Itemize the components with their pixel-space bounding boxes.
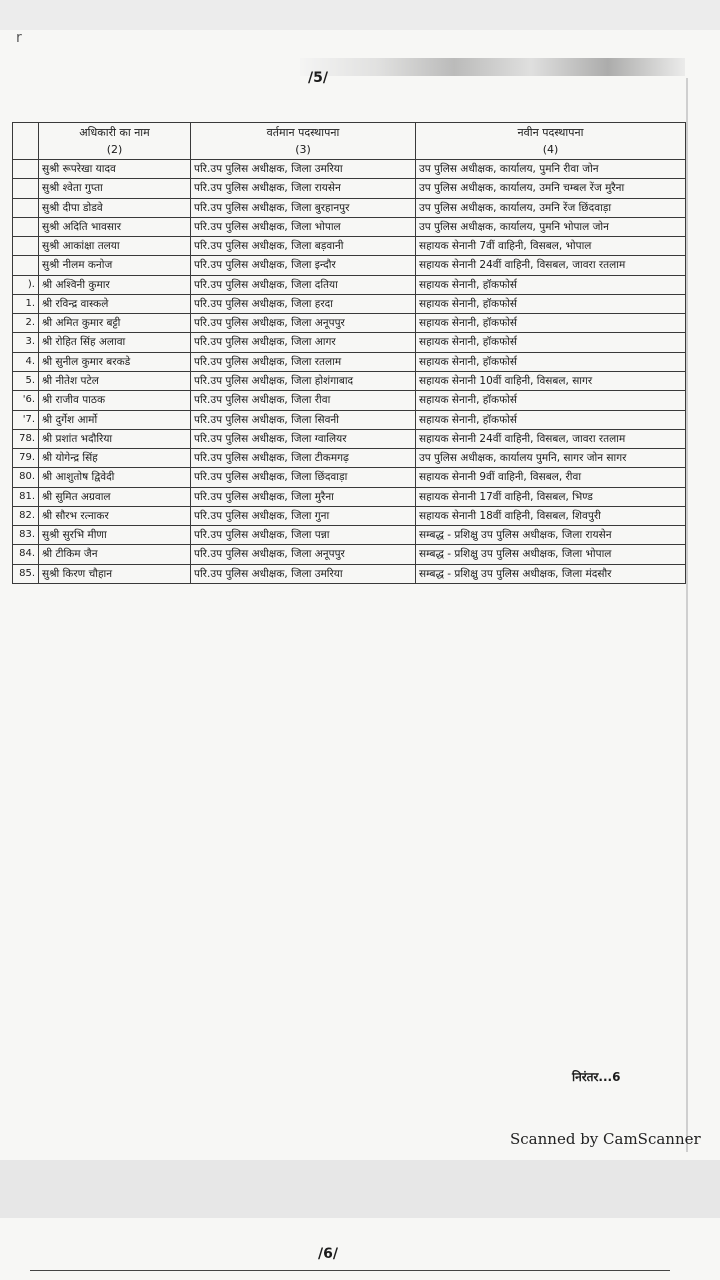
current-posting-cell: परि.उप पुलिस अधीक्षक, जिला बुरहानपुर (191, 198, 416, 217)
serial-cell (13, 256, 39, 275)
new-posting-cell: सहायक सेनानी, हॉकफोर्स (416, 391, 686, 410)
officer-name-cell: श्री नीतेश पटेल (39, 372, 191, 391)
table-row (13, 429, 686, 448)
header-name (39, 123, 191, 160)
serial-cell: 2. (13, 314, 39, 333)
page-edge-shadow (686, 78, 688, 1152)
officer-name-cell: श्री सुनील कुमार बरकडे (39, 352, 191, 371)
header-new (416, 123, 686, 160)
serial-cell: 83. (13, 526, 39, 545)
table-row (13, 449, 686, 468)
table-row (13, 545, 686, 564)
officer-name-cell: श्री सौरभ रत्नाकर (39, 506, 191, 525)
header-name-num: (2) (106, 143, 123, 157)
table-row (13, 275, 686, 294)
serial-cell: '7. (13, 410, 39, 429)
table-row (13, 506, 686, 525)
table-row (13, 333, 686, 352)
new-posting-cell: उप पुलिस अधीक्षक, कार्यालय पुमनि, सागर जोन सागर (416, 449, 686, 468)
new-posting-cell: सम्बद्ध - प्रशिक्षु उप पुलिस अधीक्षक, जिला मंदसौर (416, 564, 686, 583)
continued-note: निरंतर...6 (572, 1070, 621, 1084)
next-page-table-border (30, 1270, 670, 1271)
officer-name-cell: श्री रोहित सिंह अलावा (39, 333, 191, 352)
current-posting-cell: परि.उप पुलिस अधीक्षक, जिला उमरिया (191, 160, 416, 179)
current-posting-cell: परि.उप पुलिस अधीक्षक, जिला ग्वालियर (191, 429, 416, 448)
table-row (13, 198, 686, 217)
new-posting-cell: सहायक सेनानी, हॉकफोर्स (416, 314, 686, 333)
header-new-num: (4) (542, 143, 559, 157)
officer-name-cell: श्री प्रशांत भदौरिया (39, 429, 191, 448)
new-posting-cell: उप पुलिस अधीक्षक, कार्यालय, पुमनि रीवा जोन (416, 160, 686, 179)
officer-name-cell: सुश्री सुरभि मीणा (39, 526, 191, 545)
current-posting-cell: परि.उप पुलिस अधीक्षक, जिला हरदा (191, 294, 416, 313)
new-posting-cell: सहायक सेनानी 24वीं वाहिनी, विसबल, जावरा रतलाम (416, 429, 686, 448)
officer-name-cell: श्री टीकिम जैन (39, 545, 191, 564)
new-posting-cell: उप पुलिस अधीक्षक, कार्यालय, पुमनि भोपाल जोन (416, 217, 686, 236)
officer-name-cell: श्री दुर्गेश आर्मो (39, 410, 191, 429)
table-row (13, 410, 686, 429)
officer-name-cell: सुश्री अदिति भावसार (39, 217, 191, 236)
table-row (13, 468, 686, 487)
serial-cell (13, 179, 39, 198)
new-posting-cell: सहायक सेनानी 24वीं वाहिनी, विसबल, जावरा रतलाम (416, 256, 686, 275)
serial-cell: ). (13, 275, 39, 294)
table-row (13, 314, 686, 333)
table-row (13, 564, 686, 583)
current-posting-cell: परि.उप पुलिस अधीक्षक, जिला अनूपपुर (191, 314, 416, 333)
current-posting-cell: परि.उप पुलिस अधीक्षक, जिला गुना (191, 506, 416, 525)
current-posting-cell: परि.उप पुलिस अधीक्षक, जिला मुरैना (191, 487, 416, 506)
serial-cell: 85. (13, 564, 39, 583)
current-posting-cell: परि.उप पुलिस अधीक्षक, जिला भोपाल (191, 217, 416, 236)
new-posting-cell: सम्बद्ध - प्रशिक्षु उप पुलिस अधीक्षक, जिला रायसेन (416, 526, 686, 545)
table-row (13, 179, 686, 198)
table-row (13, 294, 686, 313)
header-serial (13, 123, 39, 160)
corner-mark: r (16, 30, 22, 46)
serial-cell: 81. (13, 487, 39, 506)
serial-cell (13, 160, 39, 179)
new-posting-cell: सहायक सेनानी 18वीं वाहिनी, विसबल, शिवपुरी (416, 506, 686, 525)
new-posting-cell: सहायक सेनानी, हॉकफोर्स (416, 333, 686, 352)
scanner-watermark: Scanned by CamScanner (510, 1130, 701, 1148)
new-posting-cell: उप पुलिस अधीक्षक, कार्यालय, उमनि रेंज छिंदवाड़ा (416, 198, 686, 217)
serial-cell: 82. (13, 506, 39, 525)
table-row (13, 256, 686, 275)
current-posting-cell: परि.उप पुलिस अधीक्षक, जिला अनूपपुर (191, 545, 416, 564)
current-posting-cell: परि.उप पुलिस अधीक्षक, जिला उमरिया (191, 564, 416, 583)
header-current-num: (3) (295, 143, 311, 157)
officer-name-cell: श्री आशुतोष द्विवेदी (39, 468, 191, 487)
officer-name-cell: श्री अश्विनी कुमार (39, 275, 191, 294)
new-posting-cell: सम्बद्ध - प्रशिक्षु उप पुलिस अधीक्षक, जिला भोपाल (416, 545, 686, 564)
header-current-label: वर्तमान पदस्थापना (266, 126, 340, 139)
top-gap (0, 0, 720, 30)
serial-cell: 84. (13, 545, 39, 564)
current-posting-cell: परि.उप पुलिस अधीक्षक, जिला रायसेन (191, 179, 416, 198)
serial-cell: 79. (13, 449, 39, 468)
table-row (13, 160, 686, 179)
table-row (13, 526, 686, 545)
officer-name-cell: सुश्री नीलम कनोज (39, 256, 191, 275)
current-posting-cell: परि.उप पुलिस अधीक्षक, जिला रीवा (191, 391, 416, 410)
table-row (13, 391, 686, 410)
header-name-label: अधिकारी का नाम (79, 126, 150, 139)
officer-name-cell: श्री राजीव पाठक (39, 391, 191, 410)
current-posting-cell: परि.उप पुलिस अधीक्षक, जिला होशंगाबाद (191, 372, 416, 391)
table-row (13, 372, 686, 391)
serial-cell: 3. (13, 333, 39, 352)
posting-table (12, 122, 686, 584)
serial-cell: 80. (13, 468, 39, 487)
new-posting-cell: उप पुलिस अधीक्षक, कार्यालय, उमनि चम्बल रेंज मुरैना (416, 179, 686, 198)
current-posting-cell: परि.उप पुलिस अधीक्षक, जिला पन्ना (191, 526, 416, 545)
officer-name-cell: सुश्री आकांक्षा तलया (39, 237, 191, 256)
officer-name-cell: सुश्री दीपा डोडवे (39, 198, 191, 217)
officer-name-cell: सुश्री किरण चौहान (39, 564, 191, 583)
header-row (13, 123, 686, 160)
new-posting-cell: सहायक सेनानी 7वीं वाहिनी, विसबल, भोपाल (416, 237, 686, 256)
next-page-number: /6/ (318, 1246, 338, 1262)
page-number: /5/ (308, 70, 328, 86)
officer-name-cell: सुश्री श्वेता गुप्ता (39, 179, 191, 198)
serial-cell: '6. (13, 391, 39, 410)
table-row (13, 217, 686, 236)
new-posting-cell: सहायक सेनानी 10वीं वाहिनी, विसबल, सागर (416, 372, 686, 391)
header-new-label: नवीन पदस्थापना (517, 126, 584, 139)
current-posting-cell: परि.उप पुलिस अधीक्षक, जिला सिवनी (191, 410, 416, 429)
officer-name-cell: श्री सुमित अग्रवाल (39, 487, 191, 506)
officer-name-cell: श्री योगेन्द्र सिंह (39, 449, 191, 468)
serial-cell (13, 217, 39, 236)
current-posting-cell: परि.उप पुलिस अधीक्षक, जिला बड़वानी (191, 237, 416, 256)
current-posting-cell: परि.उप पुलिस अधीक्षक, जिला आगर (191, 333, 416, 352)
table-row (13, 487, 686, 506)
serial-cell: 4. (13, 352, 39, 371)
serial-cell (13, 198, 39, 217)
header-current (191, 123, 416, 160)
officer-name-cell: सुश्री रूपरेखा यादव (39, 160, 191, 179)
new-posting-cell: सहायक सेनानी, हॉकफोर्स (416, 410, 686, 429)
serial-cell: 78. (13, 429, 39, 448)
current-posting-cell: परि.उप पुलिस अधीक्षक, जिला छिंदवाड़ा (191, 468, 416, 487)
serial-cell (13, 237, 39, 256)
current-posting-cell: परि.उप पुलिस अधीक्षक, जिला रतलाम (191, 352, 416, 371)
new-posting-cell: सहायक सेनानी, हॉकफोर्स (416, 275, 686, 294)
officer-name-cell: श्री रविन्द्र वास्कले (39, 294, 191, 313)
serial-cell: 5. (13, 372, 39, 391)
current-posting-cell: परि.उप पुलिस अधीक्षक, जिला टीकमगढ़ (191, 449, 416, 468)
current-posting-cell: परि.उप पुलिस अधीक्षक, जिला इन्दौर (191, 256, 416, 275)
table-row (13, 237, 686, 256)
serial-cell: 1. (13, 294, 39, 313)
new-posting-cell: सहायक सेनानी 9वीं वाहिनी, विसबल, रीवा (416, 468, 686, 487)
current-posting-cell: परि.उप पुलिस अधीक्षक, जिला दतिया (191, 275, 416, 294)
table-row (13, 352, 686, 371)
new-posting-cell: सहायक सेनानी 17वीं वाहिनी, विसबल, भिण्ड (416, 487, 686, 506)
scan-artifact-stripe (300, 58, 685, 76)
new-posting-cell: सहायक सेनानी, हॉकफोर्स (416, 352, 686, 371)
officer-name-cell: श्री अमित कुमार बट्टी (39, 314, 191, 333)
new-posting-cell: सहायक सेनानी, हॉकफोर्स (416, 294, 686, 313)
